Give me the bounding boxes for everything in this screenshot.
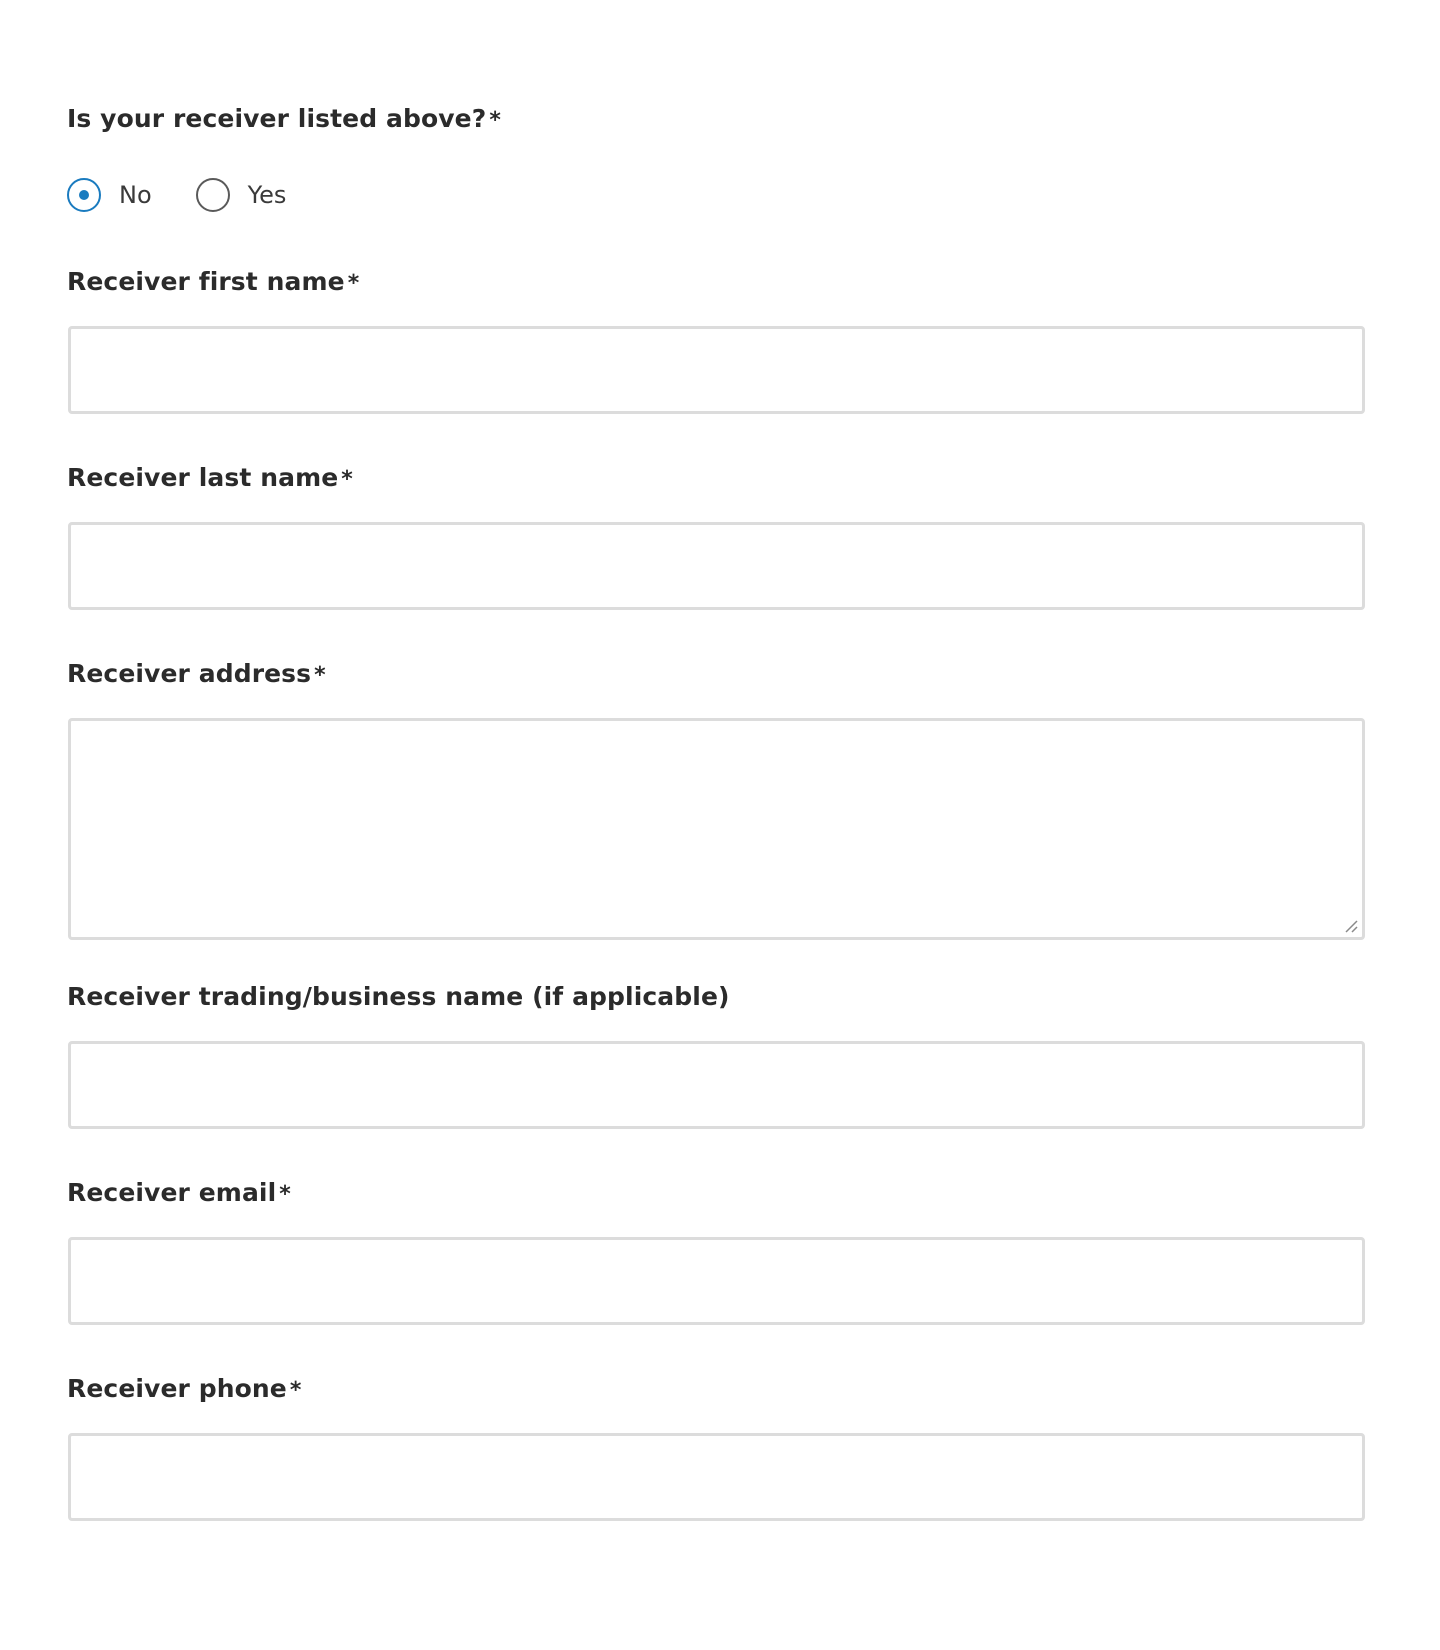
resize-handle-icon[interactable] (1343, 918, 1359, 934)
business-name-label-text: Receiver trading/business name (if applicable) (67, 982, 730, 1011)
phone-label-text: Receiver phone (67, 1374, 287, 1403)
radio-yes-unselected-icon[interactable] (196, 178, 230, 212)
address-textarea[interactable] (68, 718, 1365, 940)
radio-option-no[interactable] (67, 178, 152, 212)
last-name-input[interactable] (68, 522, 1365, 610)
phone-input[interactable] (68, 1433, 1365, 1521)
required-mark: * (489, 108, 501, 133)
first-name-label-text: Receiver first name (67, 267, 345, 296)
required-mark: * (289, 1378, 302, 1403)
radio-dot-icon (79, 190, 89, 200)
receiver-listed-radio-group (67, 178, 330, 212)
business-name-label (67, 982, 730, 1012)
phone-label (67, 1374, 301, 1406)
required-mark: * (341, 467, 353, 492)
radio-no-label[interactable]: No (119, 181, 152, 209)
receiver-listed-question-text: Is your receiver listed above? (67, 104, 487, 133)
last-name-label-text: Receiver last name (67, 463, 339, 492)
last-name-label (67, 463, 353, 495)
radio-yes-label[interactable]: Yes (247, 181, 287, 209)
business-name-input[interactable] (68, 1041, 1365, 1129)
first-name-label (67, 267, 359, 299)
required-mark: * (347, 271, 360, 296)
required-mark: * (314, 663, 326, 688)
first-name-input[interactable] (68, 326, 1365, 414)
email-input[interactable] (68, 1237, 1365, 1325)
email-label (67, 1178, 291, 1210)
receiver-listed-question (67, 104, 501, 136)
radio-option-yes[interactable] (196, 178, 287, 212)
address-label (67, 659, 326, 691)
email-label-text: Receiver email (67, 1178, 277, 1207)
required-mark: * (279, 1182, 291, 1207)
address-label-text: Receiver address (67, 659, 312, 688)
radio-no-selected-icon[interactable] (67, 178, 101, 212)
